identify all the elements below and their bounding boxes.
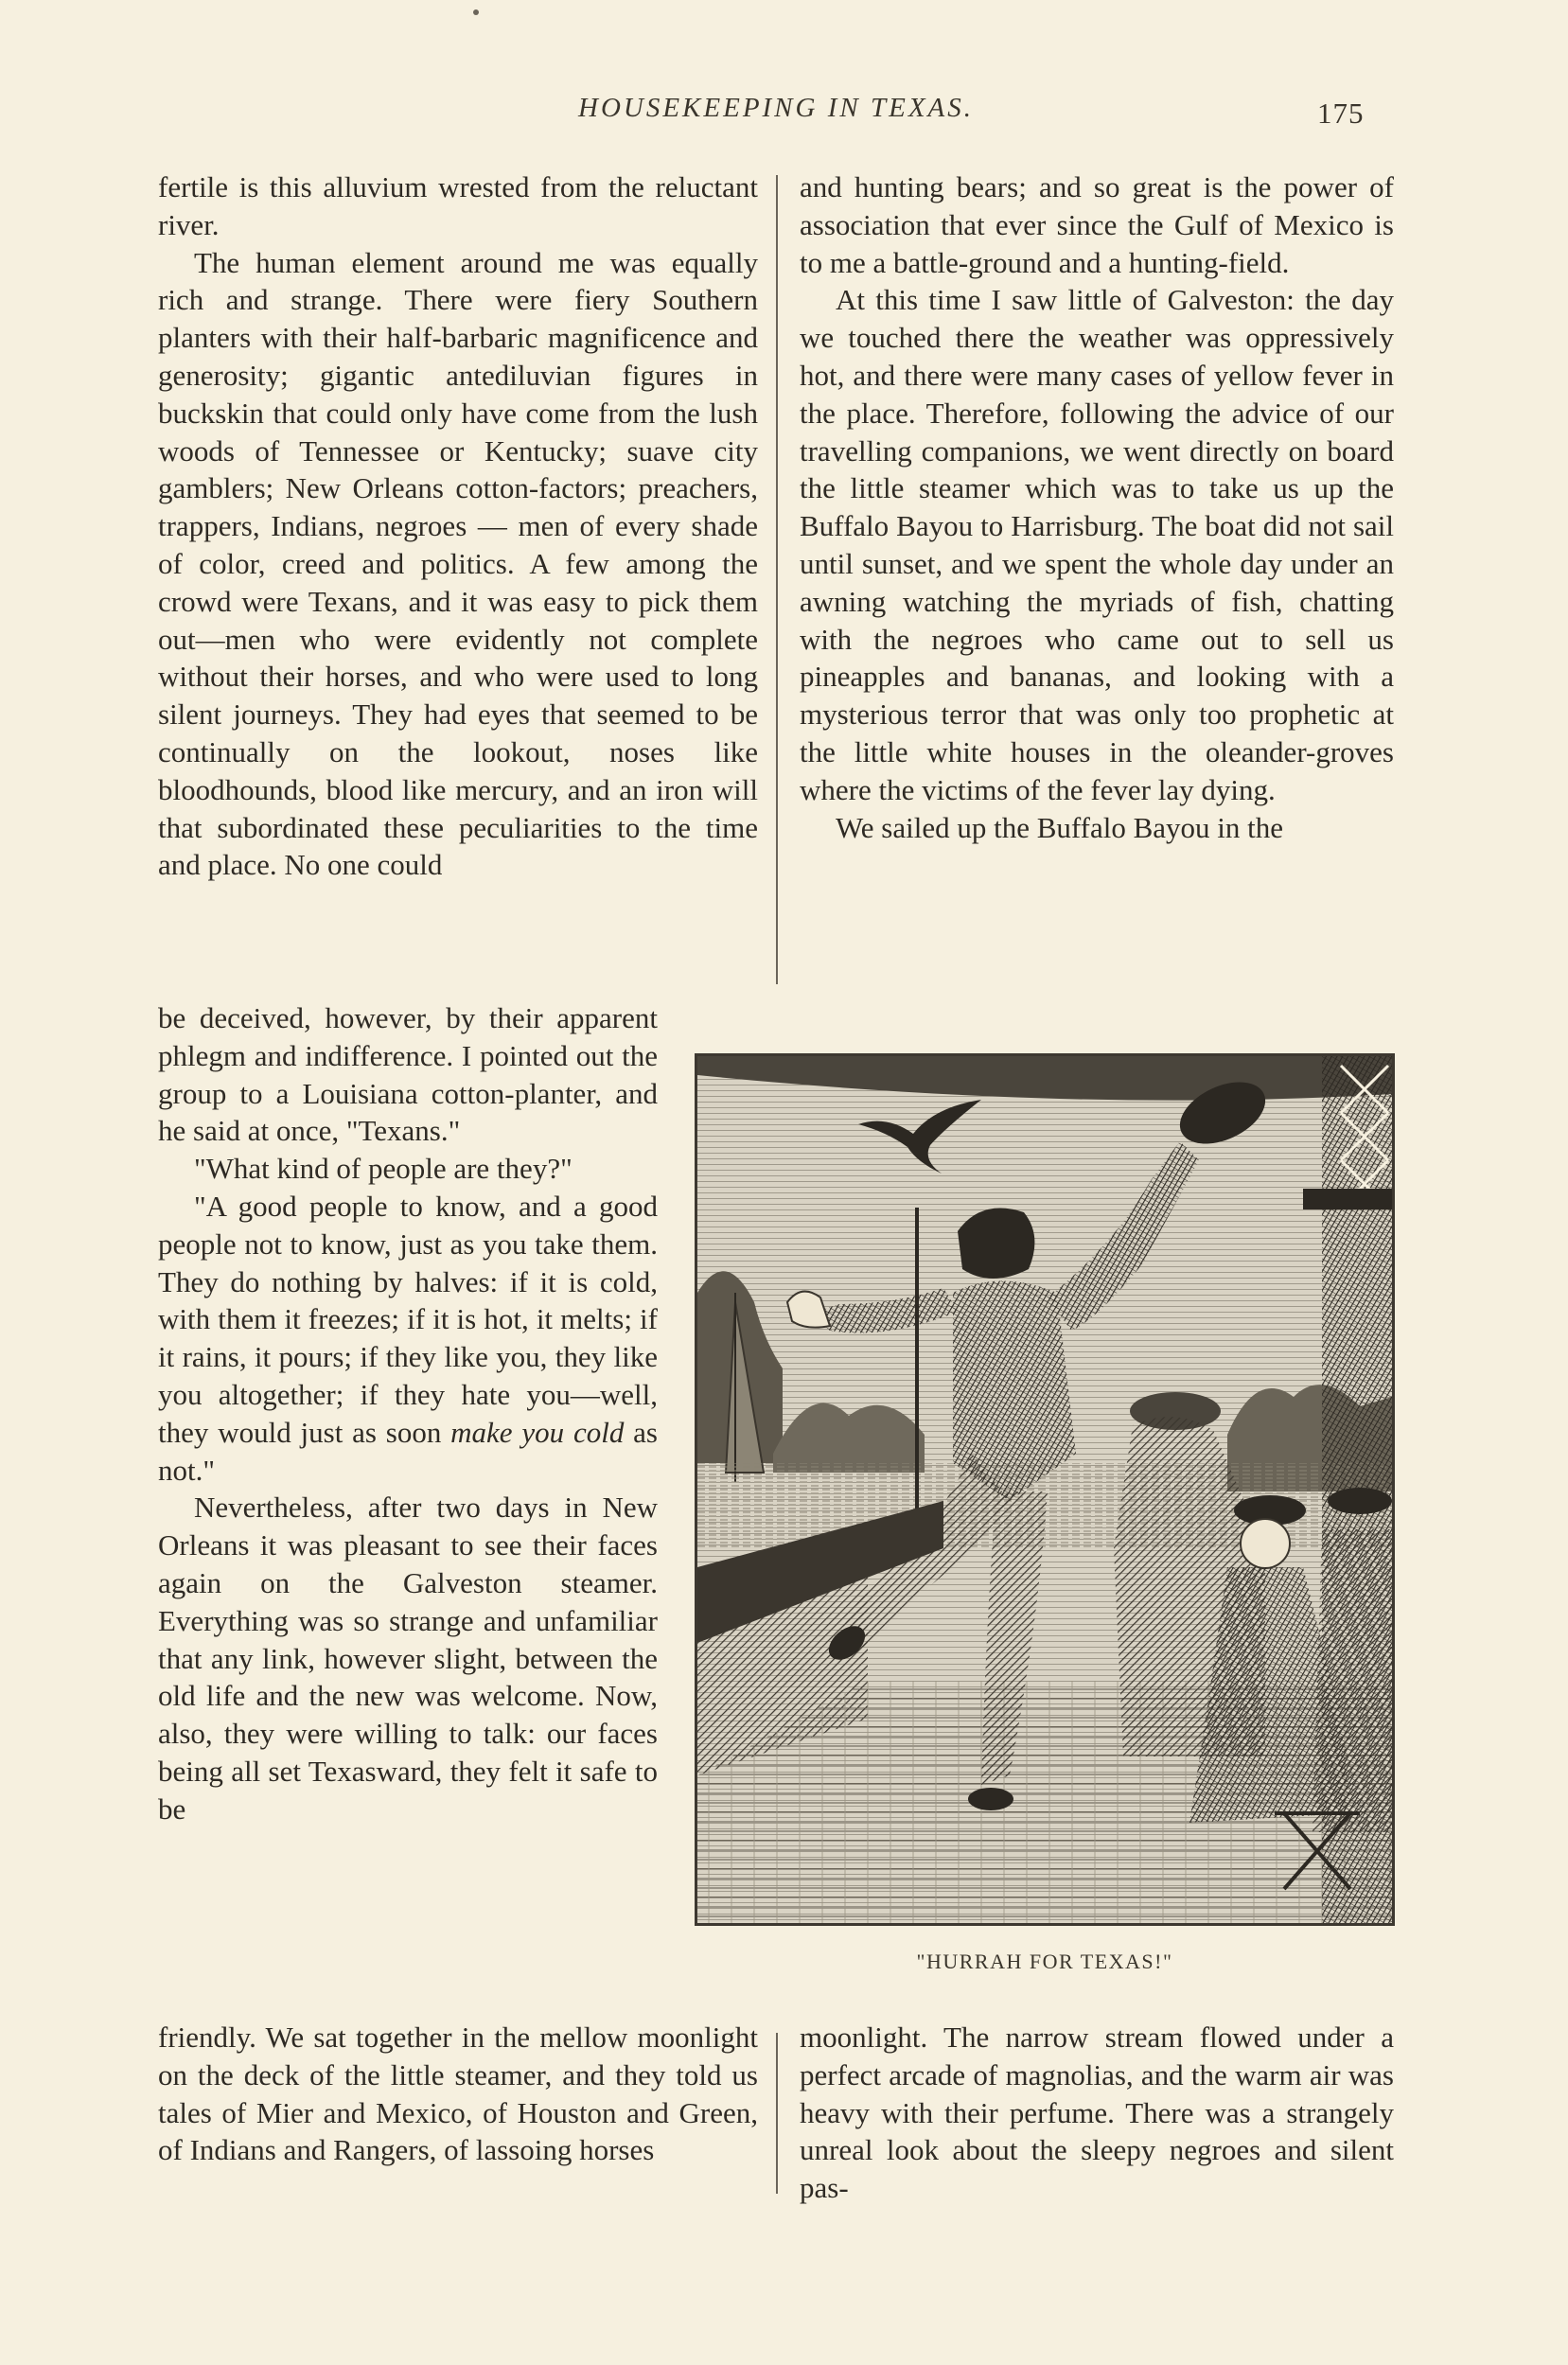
paragraph: friendly. We sat together in the mellow moonlight on the deck of the little steamer, and they told us tales of Mier and Mexico, of Houston and Green, of Indians and Rangers, of lassoing horses (158, 2021, 758, 2167)
paragraph: "What kind of people are they?" (194, 1152, 573, 1186)
paragraph: be deceived, however, by their apparent phlegm and indifference. I pointed out the group to a Louisiana cotton-planter, and he said at once, "Texans." (158, 1001, 658, 1148)
paragraph: fertile is this alluvium wrested from the reluctant river. (158, 170, 758, 241)
right-column-top (800, 168, 1394, 846)
left-column-bottom (158, 2019, 758, 2169)
italic-phrase: make you cold (450, 1415, 625, 1449)
second-man-hat (1328, 1488, 1392, 1514)
dancer-standing-shoe (968, 1788, 1013, 1810)
engraving-illustration (695, 1053, 1395, 1926)
paragraph: The human element around me was equally rich and strange. There were fiery Southern planters with their half-barbaric magnificence and generosity; gigantic antediluvian figures in buckskin that could only have come from the lush woods of Tennessee or Kentucky; suave city gamblers; New Orleans cotton-factors; preachers, trappers, Indians, negroes — men of every shade of color, creed and politics. A few among the crowd were Texans, and it was easy to pick them out—men who were evidently not complete without their horses, and who were used to long silent journeys. They had eyes that seemed to be continually on the lookout, noses like bloodhounds, blood like mercury, and an iron will that subordinated these peculiarities to the time and place. No one could (158, 245, 758, 882)
second-man (1313, 1529, 1392, 1832)
ink-speck (473, 9, 479, 15)
post-capital (1303, 1189, 1392, 1209)
paragraph: We sailed up the Buffalo Bayou in the (836, 810, 1284, 844)
paragraph: Nevertheless, after two days in New Orleans it was pleasant to see their faces again on the Galveston steamer. Everything was so strange and unfamiliar that any link, however slight, between the old life and the new was welcome. Now, also, they were willing to talk: our faces being all set Texasward, they felt it safe to be (158, 1491, 658, 1826)
text-run: "A good people to know, and a good people not to know, just as you take them. They do nothing by halves: if it is cold, with them it freezes; if it is hot, it melts; if it rains, it pours; if they like you, they like you altogether; if they hate you—well, they would just as soon (158, 1189, 658, 1449)
left-column-beside-illustration (158, 999, 658, 1828)
left-column-top (158, 168, 758, 884)
illustration-caption: "HURRAH FOR TEXAS!" (916, 1950, 1173, 1973)
woman-face (1241, 1519, 1290, 1568)
paragraph: At this time I saw little of Galveston: the day we touched there the weather was oppressively hot, and there were many cases of yellow fever in the place. Therefore, following the advice of our travelling companions, we went directly on board the little steamer which was to take us up the Buffalo Bayou to Harrisburg. The boat did not sail until sunset, and we spent the whole day under an awning watching the myriads of fish, chatting with the negroes who came out to sell us pineapples and bananas, and looking with a mysterious terror that was only too prophetic at the little white houses in the oleander-groves where the victims of the fever lay dying. (800, 283, 1394, 806)
paragraph: moonlight. The narrow stream flowed under a perfect arcade of magnolias, and the warm air was heavy with their perfume. There was a strangely unreal look about the sleepy negroes and silent pas- (800, 2021, 1394, 2205)
paragraph (158, 1188, 658, 1489)
paragraph: and hunting bears; and so great is the power of association that ever since the Gulf of Mexico is to me a battle-ground and a hunting-field. (800, 170, 1394, 279)
page-number: 175 (1317, 97, 1365, 130)
running-head: HOUSEKEEPING IN TEXAS. (578, 93, 974, 123)
engraving-drawing (697, 1056, 1392, 1923)
right-column-bottom (800, 2019, 1394, 2207)
column-rule (776, 175, 778, 984)
column-rule (776, 2033, 778, 2194)
text-run: as not." (158, 1415, 658, 1487)
